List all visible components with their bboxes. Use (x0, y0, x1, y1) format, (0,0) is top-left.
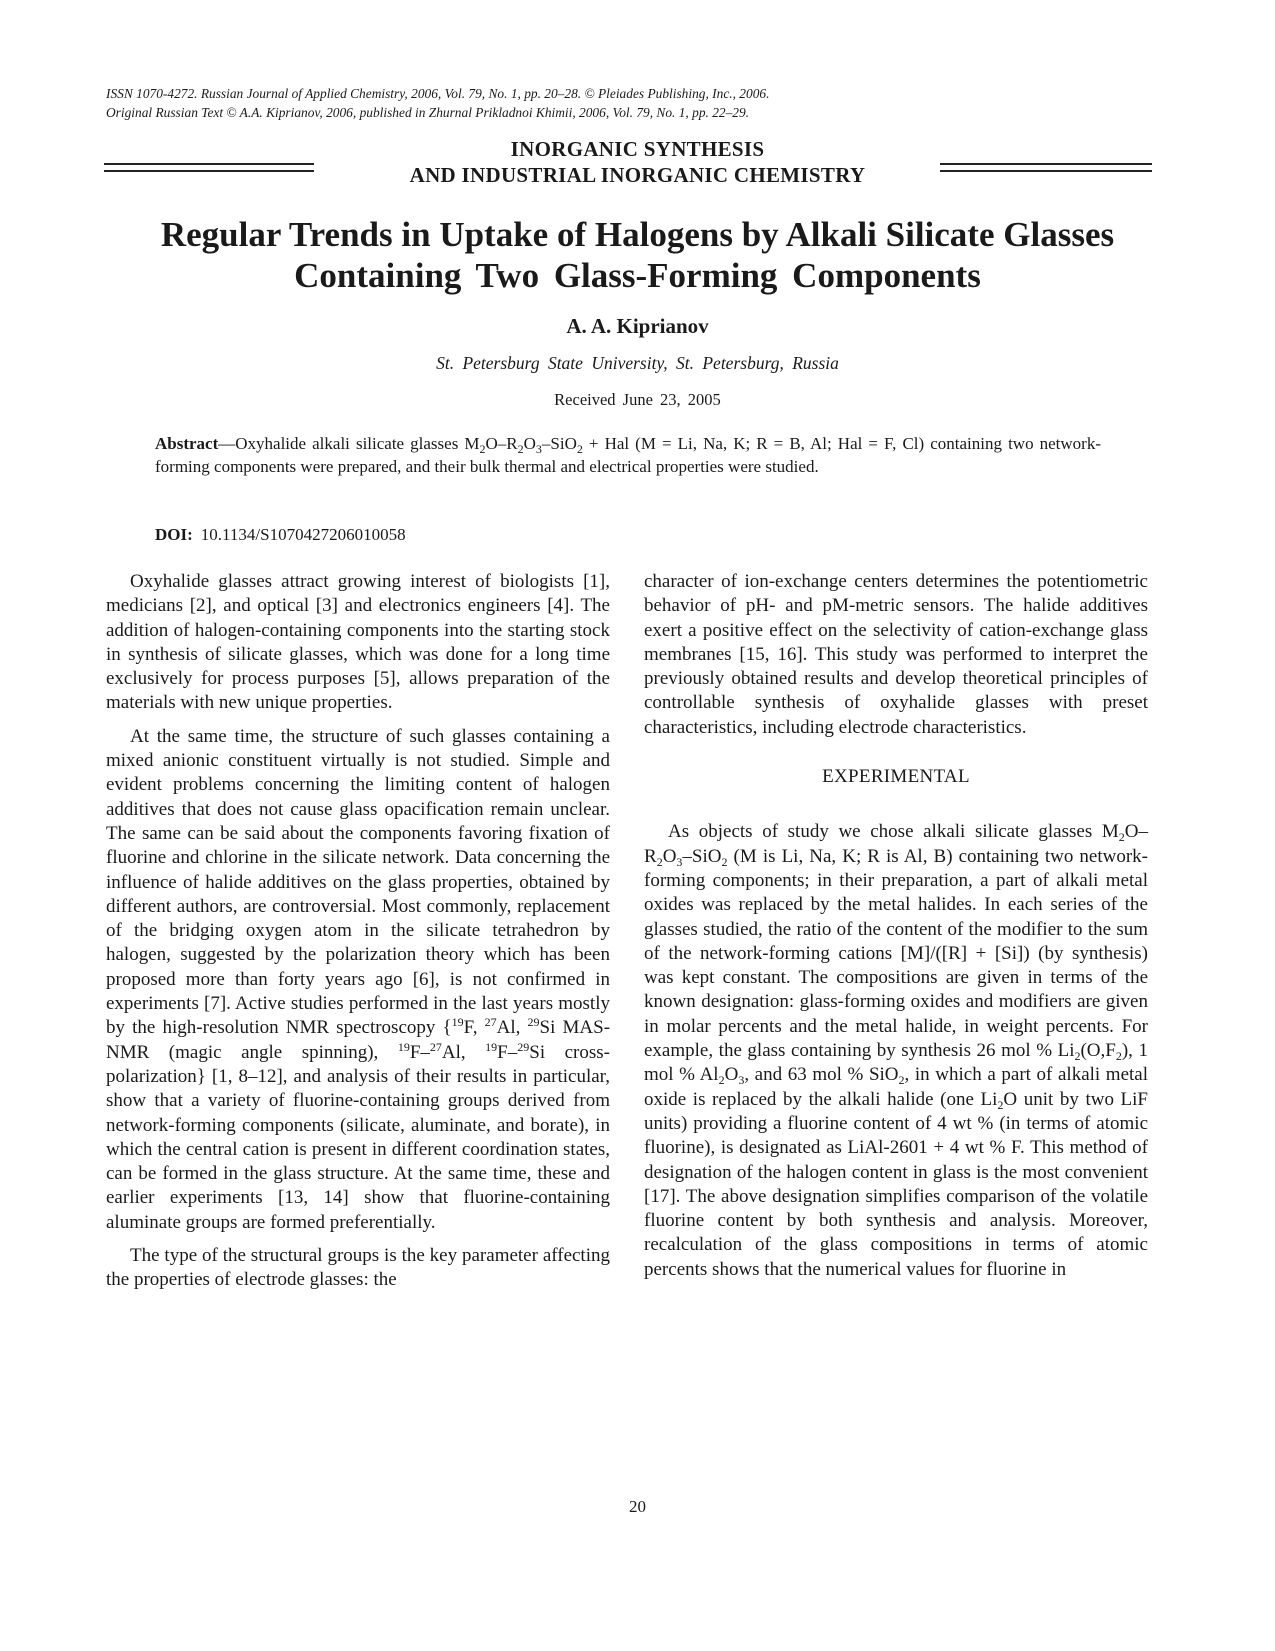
superscript: 27 (429, 1039, 442, 1054)
paragraph-text: At the same time, the structure of such glasses containing a mixed anionic constituent virtually is not studied. Simple and evident problems concerning the limiting content of halogen additives that does not cause glass opacification remain unclear. The same can be said about the components favoring fixation of fluorine and chlorine in the silicate network. Data concerning the influence of halide additives on the glass properties, obtained by different authors, are controversial. Most commonly, replacement of the bridging oxygen atom in the silicate tetrahedron by halogen, suggested by the polarization theory which has been proposed more than forty years ago [6], is not confirmed in experiments [7]. Active studies performed in the last years mostly by the high-resolution NMR spectroscopy { (106, 725, 610, 1039)
subscript: 2 (1074, 1049, 1081, 1064)
received-date: Received June 23, 2005 (554, 390, 721, 409)
paragraph-text: (M is Li, Na, K; R is Al, B) containing two network-forming components; in their preparation, a part of alkali metal oxides was replaced by the metal halides. In each series of the glasses studied, the ratio of the content of the modifier to the sum of the network-forming cations [M]/([R] + [Si]) (by synthesis) was kept constant. The compositions are given in terms of the known designation: glass-forming oxides and modifiers are given in molar percents and the metal halide, in weight percents. For example, the glass containing by synthesis 26 mol % Li (644, 845, 1148, 1062)
doi-link[interactable]: 10.1134/S1070427206010058 (200, 525, 406, 544)
paragraph-text: O (724, 1064, 739, 1086)
paragraph-text: , and 63 mol % SiO (744, 1064, 899, 1086)
subscript: 3 (535, 442, 542, 456)
subscript: 2 (576, 442, 583, 456)
subscript: 2 (479, 442, 486, 456)
abstract-label: Abstract (155, 434, 219, 453)
paragraph-text: Al, (441, 1041, 486, 1063)
article-title-line-2: Containing Two Glass-Forming Components (294, 256, 981, 295)
paragraph (644, 820, 1148, 1282)
superscript: 27 (484, 1015, 497, 1030)
paragraph-text: Si cross-polarization} [1, 8–12], and analysis of their results in particular, show that a variety of fluorine-containing groups derived from network-forming components (silicate, aluminate, and borate), in which the central cation is present in different coordination states, can be formed in the glass structure. At the same time, these and earlier experiments [13, 14] show that fluorine-containing aluminate groups are formed preferentially. (106, 1041, 610, 1233)
page-number: 20 (629, 1497, 646, 1516)
subscript: 2 (898, 1073, 905, 1088)
superscript: 29 (517, 1039, 530, 1054)
paragraph-text: (O,F (1080, 1040, 1116, 1062)
superscript: 19 (485, 1039, 498, 1054)
abstract-text: O–R (485, 434, 518, 453)
paragraph-text: O–R (644, 821, 1148, 867)
subscript: 2 (656, 854, 663, 869)
section-heading-experimental: EXPERIMENTAL (822, 766, 970, 788)
subscript: 2 (997, 1097, 1004, 1112)
section-title-line-1: INORGANIC SYNTHESIS (510, 137, 765, 161)
paragraph: Oxyhalide glasses attract growing interest of biologists [1], medicians [2], and optical [3] and electronics engineers [4]. The addition of halogen-containing components into the starting stock in synthesis of silicate glasses, which was done for a long time exclusively for process purposes [5], allows preparation of the materials with new unique properties. (106, 571, 610, 714)
right-column (644, 570, 1148, 1291)
paragraph-text: F, (463, 1017, 485, 1039)
subscript: 2 (721, 854, 728, 869)
superscript: 19 (451, 1015, 464, 1030)
paragraph-text: F– (409, 1041, 430, 1063)
journal-header-line-1: ISSN 1070-4272. Russian Journal of Applied Chemistry, 2006, Vol. 79, No. 1, pp. 20–28. © Pleiades Publishing, Inc., 2006. (106, 86, 770, 101)
superscript: 19 (397, 1039, 410, 1054)
abstract-text: + Hal (M = Li, Na, K; R = B, Al; Hal = F, Cl) containing two network-forming components were prepared, and their bulk thermal and electrical properties were studied. (155, 434, 1101, 476)
paragraph-text: , in which a part of alkali metal oxide is replaced by the alkali halide (one Li (644, 1064, 1149, 1110)
affiliation: St. Petersburg State University, St. Petersburg, Russia (436, 353, 839, 373)
journal-header-line-2: Original Russian Text © A.A. Kiprianov, 2006, published in Zhurnal Prikladnoi Khimii, 2006, Vol. 79, No. 1, pp. 22–29. (106, 105, 750, 120)
left-column (106, 570, 610, 1302)
subscript: 2 (1115, 1049, 1122, 1064)
doi (155, 525, 406, 545)
paragraph-text: F– (497, 1041, 518, 1063)
paragraph: The type of the structural groups is the key parameter affecting the properties of electrode glasses: the (106, 1245, 610, 1291)
paragraph-text: Al, (496, 1017, 528, 1039)
subscript: 3 (676, 854, 683, 869)
paragraph: character of ion-exchange centers determines the potentiometric behavior of pH- and pM-metric sensors. The halide additives exert a positive effect on the selectivity of cation-exchange glass membranes [15, 16]. This study was performed to interpret the previously obtained results and develop theoretical principles of controllable synthesis of oxyhalide glasses with preset characteristics, including electrode characteristics. (644, 571, 1148, 738)
abstract-text: Oxyhalide alkali silicate glasses M (235, 434, 480, 453)
abstract-text: –SiO (541, 434, 577, 453)
doi-label: DOI: (155, 525, 193, 544)
subscript: 2 (718, 1073, 725, 1088)
paragraph-text: O unit by two LiF units) providing a fluorine content of 4 wt % (in terms of atomic fluorine), is designated as LiAl-2601 + 4 wt % F. This method of designation of the halogen content in glass is the most convenient [17]. The above designation simplifies comparison of the volatile fluorine content by both synthesis and analysis. Moreover, recalculation of the glass compositions in terms of atomic percents shows that the numerical values for fluorine in (644, 1088, 1148, 1280)
paragraph-text: As objects of study we chose alkali silicate glasses M (668, 821, 1119, 843)
paragraph (106, 725, 610, 1235)
paragraph-text: O (662, 845, 677, 867)
abstract-dash: — (218, 434, 236, 453)
paragraph-text: ), 1 mol % Al (644, 1040, 1148, 1086)
abstract (155, 432, 1101, 478)
section-title-line-2: AND INDUSTRIAL INORGANIC CHEMISTRY (409, 163, 866, 187)
abstract-text: O (523, 434, 536, 453)
superscript: 29 (527, 1015, 540, 1030)
paragraph-text: –SiO (682, 845, 722, 867)
double-rule-right (940, 163, 1152, 172)
subscript: 2 (1118, 830, 1125, 845)
subscript: 3 (738, 1073, 745, 1088)
section-heading (0, 137, 1275, 197)
article-title-line-1: Regular Trends in Uptake of Halogens by Alkali Silicate Glasses (160, 215, 1115, 254)
author: A. A. Kiprianov (566, 314, 709, 338)
subscript: 2 (517, 442, 524, 456)
paragraph-text: Si MAS-NMR (magic angle spinning), (106, 1017, 611, 1063)
